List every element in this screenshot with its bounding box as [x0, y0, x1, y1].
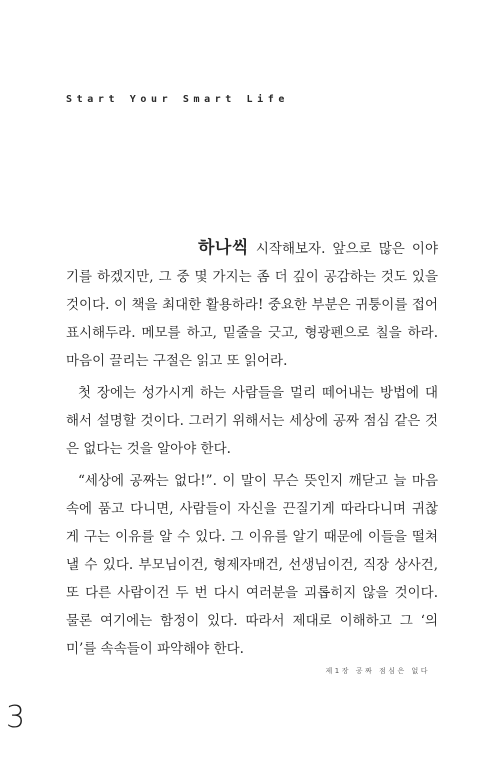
- page-number: 3: [6, 700, 26, 735]
- series-header: Start Your Smart Life: [66, 94, 290, 105]
- lead-words: 하나씩: [198, 238, 249, 258]
- paragraph-3: “세상에 공짜는 없다!”. 이 말이 무슨 뜻인지 깨닫고 늘 마음속에 품고 다니면, 사람들이 자신을 끈질기게 따라다니며 귀찮게 구는 이유를 알 수 있다. 그 이유를 알기 때문에 이들을 떨쳐낼 수 있다. 부모님이건, 형제자매건, 선생님이건, 직장 상사건, 또 다른 사람이건 두 번 다시 여러분을 괴롭히지 않을 것이다. 물론 여기에는 함정이 있다. 따라서 제대로 이해하고 그 ‘의미’를 속속들이 파악해야 한다.: [66, 473, 438, 657]
- paragraph-1: [66, 234, 438, 375]
- running-title: 제1장 공짜 점심은 없다: [325, 667, 430, 675]
- paragraph-1-text: 시작해보자. 앞으로 많은 이야기를 하겠지만, 그 중 몇 가지는 좀 더 깊이 공감하는 것도 있을 것이다. 이 책을 최대한 활용하라! 중요한 부분은 귀퉁이를 접어 표시해두라. 메모를 하고, 밑줄을 긋고, 형광펜으로 칠을 하라. 마음이 끌리는 구절은 읽고 또 읽어라.: [66, 241, 438, 369]
- paragraph-2: 첫 장에는 성가시게 하는 사람들을 멀리 떼어내는 방법에 대해서 설명할 것이다. 그러기 위해서는 세상에 공짜 점심 같은 것은 없다는 것을 알아야 한다.: [66, 385, 438, 457]
- body-text: [66, 234, 438, 663]
